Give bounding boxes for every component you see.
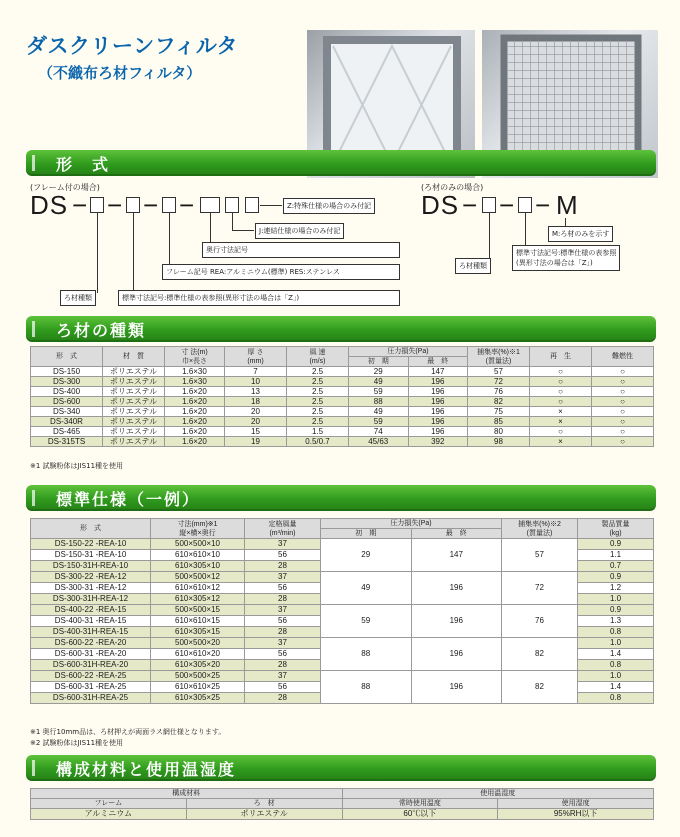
media-cell-flame: ○ (592, 367, 654, 377)
section-header-media-types: ろ材の種類 (26, 316, 656, 342)
media-cell-thick: 10 (225, 377, 287, 387)
media-cell-model: DS-465 (31, 427, 103, 437)
media-cell-regen: ○ (530, 387, 592, 397)
media-cell-initial: 49 (349, 407, 409, 417)
media-cell-final: 196 (408, 427, 468, 437)
media-cell-eff: 98 (468, 437, 530, 447)
spec-cell-final: 196 (411, 572, 502, 605)
media-cell-final: 392 (408, 437, 468, 447)
code-box-depth (200, 197, 220, 213)
media-cell-model: DS-340 (31, 407, 103, 417)
media-cell-flame: ○ (592, 407, 654, 417)
spec-cell-size: 610×610×12 (151, 583, 245, 594)
media-cell-size: 1.6×20 (165, 407, 225, 417)
spec-cell-size: 610×610×25 (151, 682, 245, 693)
media-cell-eff: 75 (468, 407, 530, 417)
spec-cell-airflow: 28 (245, 594, 321, 605)
section-header-standard-spec: 標準仕様（一例） (26, 485, 656, 511)
spec-cell-model: DS-300-31 -REA-12 (31, 583, 151, 594)
media-cell-material: ポリエステル (103, 387, 165, 397)
spec-cell-model: DS-600-22 -REA-20 (31, 638, 151, 649)
code-dash-4: − (179, 190, 196, 220)
spec-cell-airflow: 37 (245, 638, 321, 649)
media-cell-model: DS-340R (31, 417, 103, 427)
spec-cell-size: 500×500×15 (151, 605, 245, 616)
operating-humidity: 95%RH以下 (498, 809, 654, 820)
section-header-materials: 構成材料と使用温湿度 (26, 755, 656, 781)
spec-cell-size: 610×305×10 (151, 561, 245, 572)
spec-cell-size: 610×305×25 (151, 693, 245, 704)
code-box-z (245, 197, 259, 213)
label-media: ろ材種類 (60, 290, 96, 306)
label-j: J:連結仕様の場合のみ付記 (255, 223, 344, 239)
spec-cell-size: 500×500×12 (151, 572, 245, 583)
spec-cell-airflow: 28 (245, 660, 321, 671)
spec-footnote-1: ※1 奥行10mm品は、ろ材押えが両面ラス網仕様となります。 (30, 728, 226, 736)
spec-cell-initial: 29 (321, 539, 412, 572)
label-z: Z:特殊仕様の場合のみ付記 (283, 198, 375, 214)
media-cell-size: 1.6×20 (165, 417, 225, 427)
label-std-size: 標準寸法記号:標準仕様の表参照(異形寸法の場合は「Z」) (118, 290, 400, 306)
media-cell-initial: 29 (349, 367, 409, 377)
media-row (31, 417, 654, 427)
spec-row (31, 638, 654, 649)
media-cell-material: ポリエステル (103, 397, 165, 407)
code2-prefix: DS (421, 190, 460, 220)
media-cell-flame: ○ (592, 427, 654, 437)
spec-cell-airflow: 37 (245, 572, 321, 583)
media-cell-regen: × (530, 407, 592, 417)
spec-cell-airflow: 56 (245, 649, 321, 660)
spec-cell-efficiency: 72 (502, 572, 578, 605)
spec-cell-size: 610×305×15 (151, 627, 245, 638)
media-row (31, 397, 654, 407)
spec-cell-efficiency: 76 (502, 605, 578, 638)
media-cell-eff: 82 (468, 397, 530, 407)
media-cell-thick: 20 (225, 407, 287, 417)
spec-cell-weight: 1.1 (578, 550, 654, 561)
spec-cell-final: 196 (411, 638, 502, 671)
media-row (31, 427, 654, 437)
media-cell-flame: ○ (592, 397, 654, 407)
spec-cell-airflow: 56 (245, 682, 321, 693)
media-cell-flame: ○ (592, 377, 654, 387)
media-cell-flame: ○ (592, 387, 654, 397)
env-head: 使用温湿度 (342, 789, 654, 799)
media-row (31, 367, 654, 377)
standard-spec-table: 形 式 寸法(mm)※1 縦×横×奥行 定格風量 (m³/min) 圧力損失(Pa) 捕集率(%)※2 (質量法) 製品質量 (kg) 初 期 最 終 DS-150-22 -REA-10 500×500×10 37 29 147 57 0.9 DS-150-31 -REA-10 610×610×10 56 1.1 DS-150-31H-REA-10 610×305×10 28 0.7 DS-300-22 -REA-12 500×500×12 37 49 196 72 0.9 DS-300-31 -REA-12 610×610×12 56 1.2 DS-300-31H-REA-12 610×305×12 28 1.0 DS-400-22 -REA-15 500×500×15 37 59 196 76 0.9 DS-400-31 -REA-15 610×610×15 56 1.3 DS-400-31H-REA-15 610×305×15 28 0.8 DS-600-22 -REA-20 500×500×20 37 88 196 82 1.0 DS-600-31 -REA-20 610×610×20 56 1.4 DS-600-31H-REA-20 610×305×20 28 0.8 DS-600-22 -REA-25 500×500×25 37 88 196 82 1.0 DS-600-31 -REA-25 610×610×25 56 1.4 DS-600-31H-REA-25 610×305×25 28 0.8 (30, 518, 654, 704)
media-cell-thick: 15 (225, 427, 287, 437)
media-row (31, 437, 654, 447)
spec-cell-size: 500×500×25 (151, 671, 245, 682)
media-cell-size: 1.6×30 (165, 377, 225, 387)
label-m-only: M:ろ材のみを示す (548, 226, 613, 242)
code-dash-1: − (72, 190, 89, 220)
code2-box-size (518, 197, 532, 213)
spec-cell-model: DS-150-31 -REA-10 (31, 550, 151, 561)
code-prefix: DS (30, 190, 69, 220)
media-row (31, 377, 654, 387)
media-cell-initial: 59 (349, 417, 409, 427)
spec-cell-model: DS-150-31H-REA-10 (31, 561, 151, 572)
spec-cell-airflow: 56 (245, 583, 321, 594)
code2-suffix: M (556, 190, 579, 220)
spec-cell-airflow: 56 (245, 616, 321, 627)
spec-cell-initial: 59 (321, 605, 412, 638)
spec-cell-efficiency: 82 (502, 638, 578, 671)
media-cell-final: 196 (408, 407, 468, 417)
media-cell-thick: 13 (225, 387, 287, 397)
section-header-model: 形 式 (26, 150, 656, 176)
media-cell-velocity: 0.5/0.7 (287, 437, 349, 447)
spec-cell-weight: 0.7 (578, 561, 654, 572)
media-row (31, 387, 654, 397)
spec-cell-weight: 0.8 (578, 693, 654, 704)
page-subtitle: （不織布ろ材フィルタ） (38, 64, 202, 82)
media-cell-regen: × (530, 437, 592, 447)
code2-dash-2: − (499, 190, 516, 220)
media-cell-regen: ○ (530, 367, 592, 377)
spec-cell-weight: 0.9 (578, 605, 654, 616)
spec-cell-weight: 1.0 (578, 671, 654, 682)
code-box-frame (162, 197, 176, 213)
media-cell-flame: ○ (592, 417, 654, 427)
spec-cell-airflow: 56 (245, 550, 321, 561)
spec-cell-weight: 0.8 (578, 660, 654, 671)
media-types-table: 形 式 材 質 寸 法(m) 巾×長さ 厚 さ (mm) 風 速 (m/s) 圧力損失(Pa) 捕集率(%)※1 (質量法) 再 生 難燃性 初 期 最 終 DS-150 ポリエステル 1.6×30 7 2.5 29 147 57 ○ ○ DS-300 ポリエステル 1.6×30 10 2.5 49 196 72 ○ ○ DS-400 ポリエステル 1.6×20 13 2.5 59 196 76 ○ ○ DS-600 ポリエステル 1.6×20 18 2.5 88 196 82 ○ ○ DS-340 ポリエステル 1.6×20 20 2.5 49 196 75 × ○ DS-340R ポリエステル 1.6×20 20 2.5 59 196 85 × ○ DS-465 ポリエステル 1.6×20 15 1.5 74 196 80 ○ ○ DS-315TS ポリエステル 1.6×20 19 0.5/0.7 45/63 392 98 × ○ (30, 346, 654, 447)
spec-cell-initial: 49 (321, 572, 412, 605)
label-std-size2: 標準寸法記号:標準仕様の表参照 (異形寸法の場合は「Z」) (512, 245, 620, 271)
media-cell-regen: × (530, 417, 592, 427)
spec-cell-model: DS-400-31H-REA-15 (31, 627, 151, 638)
spec-cell-model: DS-300-31H-REA-12 (31, 594, 151, 605)
operating-temp: 60℃以下 (342, 809, 498, 820)
spec-cell-weight: 1.0 (578, 594, 654, 605)
media-cell-initial: 88 (349, 397, 409, 407)
label-depth: 奥行寸法記号 (202, 242, 400, 258)
spec-cell-weight: 1.2 (578, 583, 654, 594)
spec-cell-model: DS-600-22 -REA-25 (31, 671, 151, 682)
spec-cell-model: DS-600-31H-REA-25 (31, 693, 151, 704)
spec-cell-model: DS-300-22 -REA-12 (31, 572, 151, 583)
media-cell-final: 196 (408, 397, 468, 407)
media-cell-regen: ○ (530, 377, 592, 387)
media-cell-initial: 49 (349, 377, 409, 387)
media-cell-final: 147 (408, 367, 468, 377)
spec-row (31, 539, 654, 550)
spec-cell-model: DS-150-22 -REA-10 (31, 539, 151, 550)
media-row (31, 407, 654, 417)
media-cell-regen: ○ (530, 427, 592, 437)
spec-footnote-2: ※2 試験粉体はJIS11種を使用 (30, 739, 124, 747)
spec-cell-efficiency: 82 (502, 671, 578, 704)
code2-box-media (482, 197, 496, 213)
media-cell-eff: 72 (468, 377, 530, 387)
media-cell-regen: ○ (530, 397, 592, 407)
media-cell-thick: 20 (225, 417, 287, 427)
spec-row (31, 671, 654, 682)
spec-cell-size: 610×305×20 (151, 660, 245, 671)
spec-cell-weight: 0.9 (578, 572, 654, 583)
code-dash-3: − (143, 190, 160, 220)
media-cell-eff: 85 (468, 417, 530, 427)
spec-cell-model: DS-600-31 -REA-20 (31, 649, 151, 660)
spec-cell-efficiency: 57 (502, 539, 578, 572)
spec-cell-airflow: 28 (245, 627, 321, 638)
media-cell-flame: ○ (592, 437, 654, 447)
spec-cell-size: 610×610×10 (151, 550, 245, 561)
spec-cell-size: 500×500×20 (151, 638, 245, 649)
spec-cell-airflow: 37 (245, 671, 321, 682)
media-cell-size: 1.6×20 (165, 387, 225, 397)
media-cell-model: DS-315TS (31, 437, 103, 447)
spec-cell-model: DS-400-22 -REA-15 (31, 605, 151, 616)
media-cell-final: 196 (408, 417, 468, 427)
media-footnote: ※1 試験粉体はJIS11種を使用 (30, 462, 124, 470)
spec-cell-size: 500×500×10 (151, 539, 245, 550)
media-cell-size: 1.6×20 (165, 427, 225, 437)
media-cell-thick: 19 (225, 437, 287, 447)
media-cell-size: 1.6×30 (165, 367, 225, 377)
spec-cell-airflow: 28 (245, 561, 321, 572)
media-cell-model: DS-150 (31, 367, 103, 377)
media-caption: (ろ材のみの場合) (421, 183, 484, 192)
media-cell-velocity: 2.5 (287, 367, 349, 377)
spec-cell-weight: 0.9 (578, 539, 654, 550)
spec-cell-weight: 1.3 (578, 616, 654, 627)
media-cell-model: DS-400 (31, 387, 103, 397)
code-dash-2: − (107, 190, 124, 220)
media-cell-eff: 57 (468, 367, 530, 377)
spec-cell-size: 610×305×12 (151, 594, 245, 605)
media-cell-eff: 80 (468, 427, 530, 437)
media-cell-material: ポリエステル (103, 407, 165, 417)
media-cell-velocity: 2.5 (287, 397, 349, 407)
media-cell-initial: 59 (349, 387, 409, 397)
code-box-size (126, 197, 140, 213)
media-cell-material: ポリエステル (103, 437, 165, 447)
code2-dash-3: − (535, 190, 552, 220)
media-cell-velocity: 2.5 (287, 387, 349, 397)
media-cell-final: 196 (408, 377, 468, 387)
spec-cell-final: 147 (411, 539, 502, 572)
label-frame: フレーム記号 REA:アルミニウム(標準) RES:ステンレス (162, 264, 400, 280)
materials-head: 構成材料 (31, 789, 343, 799)
media-cell-material: ポリエステル (103, 367, 165, 377)
media-cell-thick: 18 (225, 397, 287, 407)
media-cell-velocity: 2.5 (287, 407, 349, 417)
frame-material: アルミニウム (31, 809, 187, 820)
media-cell-material: ポリエステル (103, 427, 165, 437)
frame-caption: (フレーム付の場合) (30, 183, 100, 192)
label-media2: ろ材種類 (455, 258, 491, 274)
media-cell-material: ポリエステル (103, 417, 165, 427)
spec-cell-size: 610×610×20 (151, 649, 245, 660)
page-title: ダスクリーンフィルタ (26, 34, 239, 58)
media-cell-initial: 45/63 (349, 437, 409, 447)
media-cell-thick: 7 (225, 367, 287, 377)
materials-table: 構成材料 使用温湿度 フレーム ろ 材 常時使用温度 使用湿度 アルミニウム ポリエステル 60℃以下 95%RH以下 (30, 788, 654, 820)
spec-cell-initial: 88 (321, 638, 412, 671)
spec-cell-final: 196 (411, 671, 502, 704)
spec-cell-model: DS-400-31 -REA-15 (31, 616, 151, 627)
spec-cell-model: DS-600-31H-REA-20 (31, 660, 151, 671)
media-cell-initial: 74 (349, 427, 409, 437)
code-box-j (225, 197, 239, 213)
media-cell-velocity: 2.5 (287, 377, 349, 387)
media-cell-final: 196 (408, 387, 468, 397)
media-material: ポリエステル (186, 809, 342, 820)
spec-cell-airflow: 37 (245, 539, 321, 550)
spec-cell-initial: 88 (321, 671, 412, 704)
media-cell-velocity: 2.5 (287, 417, 349, 427)
spec-cell-size: 610×610×15 (151, 616, 245, 627)
media-cell-material: ポリエステル (103, 377, 165, 387)
media-cell-model: DS-300 (31, 377, 103, 387)
spec-cell-airflow: 28 (245, 693, 321, 704)
spec-cell-weight: 1.0 (578, 638, 654, 649)
spec-cell-airflow: 37 (245, 605, 321, 616)
media-cell-model: DS-600 (31, 397, 103, 407)
spec-cell-weight: 0.8 (578, 627, 654, 638)
media-cell-eff: 76 (468, 387, 530, 397)
spec-cell-weight: 1.4 (578, 649, 654, 660)
media-cell-velocity: 1.5 (287, 427, 349, 437)
media-cell-size: 1.6×20 (165, 437, 225, 447)
spec-cell-final: 196 (411, 605, 502, 638)
code2-dash-1: − (462, 190, 479, 220)
spec-cell-weight: 1.4 (578, 682, 654, 693)
code-box-media (90, 197, 104, 213)
media-cell-size: 1.6×20 (165, 397, 225, 407)
spec-row (31, 572, 654, 583)
spec-cell-model: DS-600-31 -REA-25 (31, 682, 151, 693)
spec-row (31, 605, 654, 616)
